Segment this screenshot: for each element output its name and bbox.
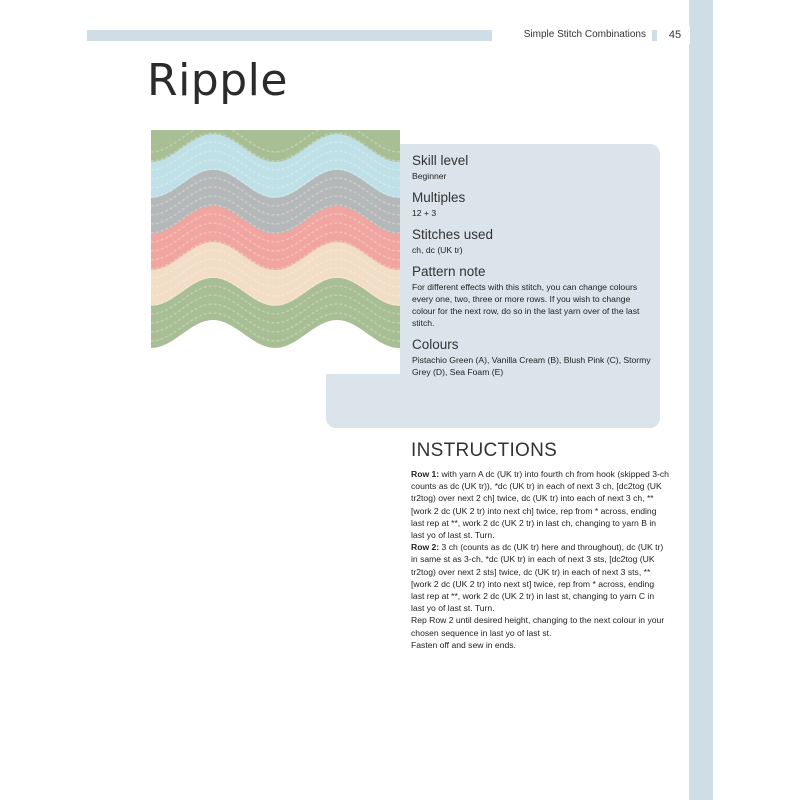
instructions-section bbox=[411, 440, 669, 651]
pattern-note-heading: Pattern note bbox=[412, 264, 486, 279]
skill-level-heading: Skill level bbox=[412, 153, 469, 168]
info-list bbox=[412, 153, 652, 386]
repeat-text: Rep Row 2 until desired height, changing to the next colour in your chosen sequence in last yo of last st. bbox=[411, 615, 665, 638]
side-strip bbox=[689, 0, 713, 800]
row-2-label: Row 2: bbox=[411, 542, 440, 553]
fasten-text: Fasten off and sew in ends. bbox=[411, 639, 516, 650]
row-2-text bbox=[411, 541, 669, 614]
pattern-note-text: For different effects with this stitch, you can change colours every one, two, three or more rows. If you wish to change colour for the next row, do so in the last yarn over of the last stitch. bbox=[412, 282, 640, 328]
page-title: Ripple bbox=[147, 55, 288, 106]
skill-level-text: Beginner bbox=[412, 171, 447, 181]
multiples-heading: Multiples bbox=[412, 190, 466, 205]
row-1-text bbox=[411, 468, 669, 541]
page-number: 45 bbox=[660, 26, 690, 44]
colours-heading: Colours bbox=[412, 337, 459, 352]
stitches-text: ch, dc (UK tr) bbox=[412, 245, 463, 255]
instructions-heading: INSTRUCTIONS bbox=[411, 440, 558, 461]
row-1-body: with yarn A dc (UK tr) into fourth ch from hook (skipped 3-ch counts as dc (UK tr)), *dc (UK tr) in each of next 3 ch, [dc2tog (UK tr2tog) over next 2 ch] twice, dc (UK tr) into each of next 3 ch, **[work 2 dc (UK 2 tr) into next ch] twice, rep from * across, ending last rep at **, work 2 dc (UK 2 tr) in last ch, changing to yarn B in last yo of last st. Turn. bbox=[411, 469, 669, 541]
stitches-heading: Stitches used bbox=[412, 227, 494, 242]
row-2-body: 3 ch (counts as dc (UK tr) here and throughout), dc (UK tr) in same st as 3-ch, *dc (UK tr) in each of next 3 sts, [dc2tog (UK tr2tog) over next 2 sts] twice, dc (UK tr) in each of next 3 sts, **[work 2 dc (UK 2 tr) into next st] twice, rep from * across, ending last rep at **, work 2 dc (UK 2 tr) in last st, changing to yarn C in last yo of last st. Turn. bbox=[411, 542, 664, 614]
row-1-label: Row 1: bbox=[411, 469, 440, 479]
colours-text: Pistachio Green (A), Vanilla Cream (B), Blush Pink (C), Stormy Grey (D), Sea Foam (E) bbox=[412, 355, 651, 377]
section-label: Simple Stitch Combinations bbox=[492, 28, 652, 42]
ripple-swatch-graphic bbox=[151, 130, 400, 374]
ripple-swatch-photo bbox=[151, 130, 400, 374]
multiples-text: 12 + 3 bbox=[412, 208, 437, 218]
